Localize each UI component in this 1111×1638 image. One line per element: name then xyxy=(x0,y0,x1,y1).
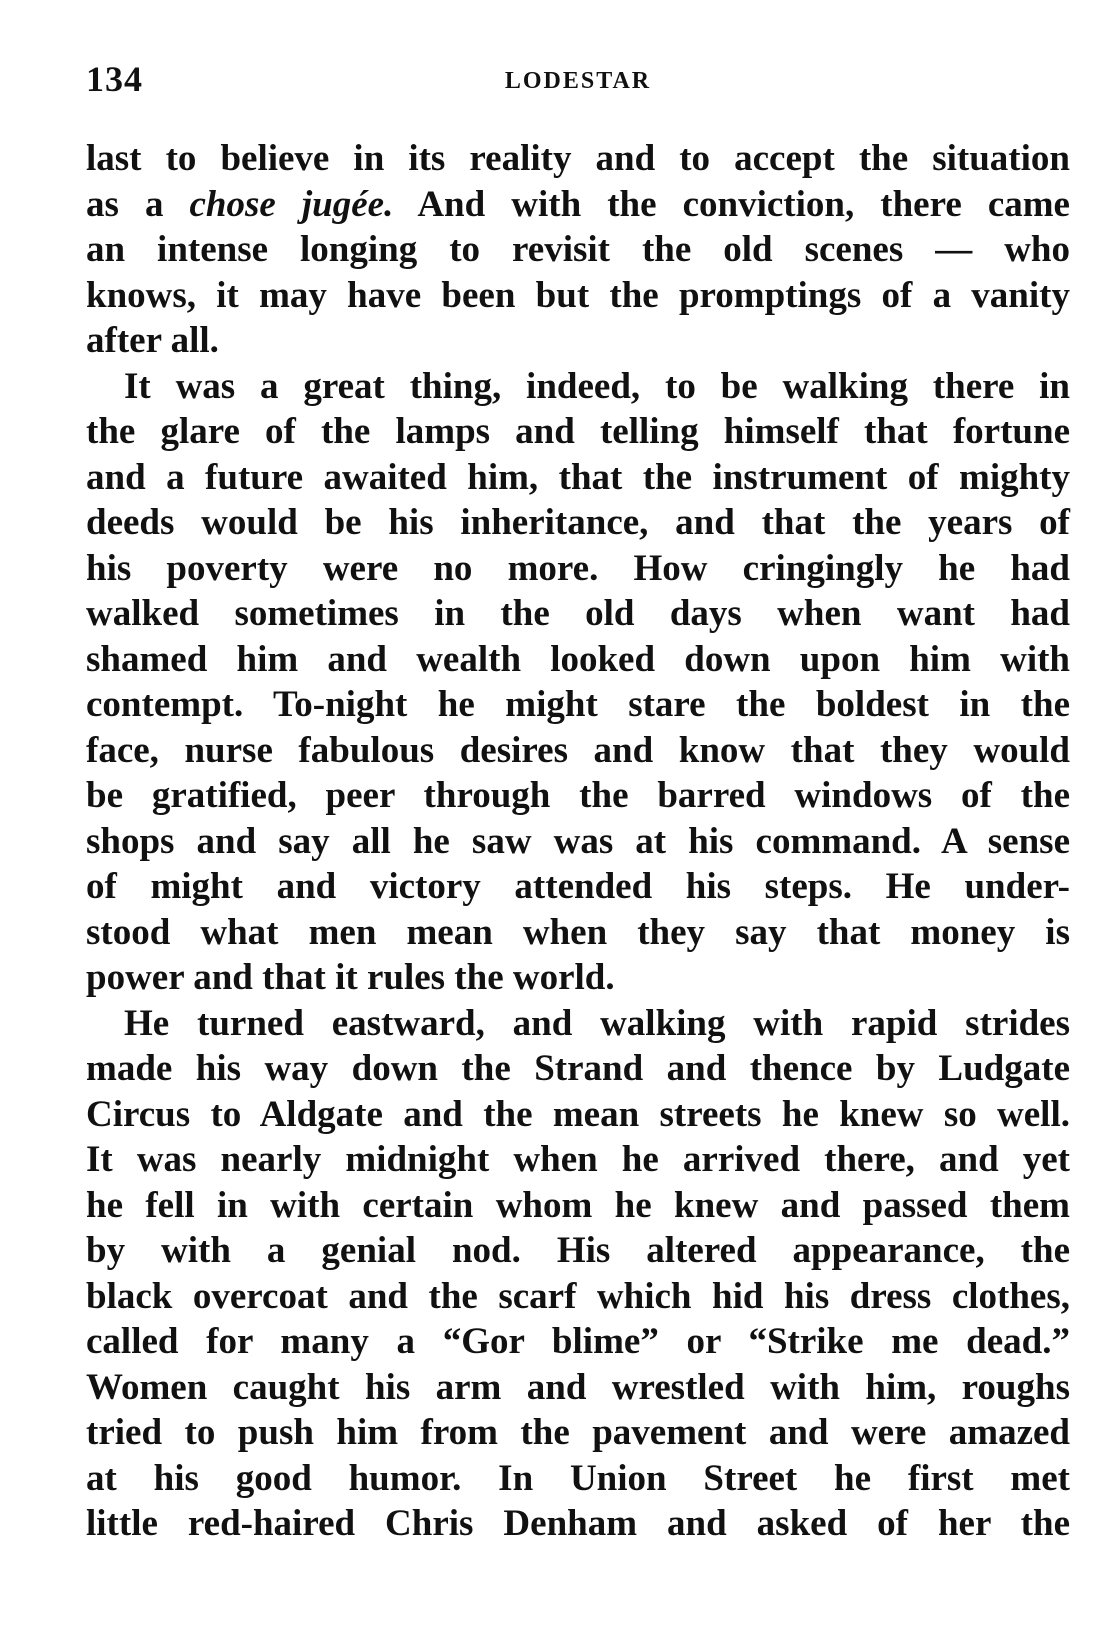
body-text xyxy=(86,136,1070,1547)
text-line: and a future awaited him, that the instrument of mighty xyxy=(86,456,1070,498)
text-span: as a xyxy=(86,183,190,225)
paragraph-2 xyxy=(86,364,1070,1001)
text-span: And with the conviction, there came xyxy=(393,183,1070,225)
text-line: after all. xyxy=(86,320,219,361)
paragraph-3 xyxy=(86,1001,1070,1547)
text-line: deeds would be his inheritance, and that the years of xyxy=(86,502,1070,543)
text-line: knows, it may have been but the promptings of a vanity xyxy=(86,274,1070,316)
text-line: at his good humor. In Union Street he first met xyxy=(86,1457,1070,1499)
text-line: face, nurse fabulous desires and know that they would xyxy=(86,729,1070,771)
text-line: contempt. To-night he might stare the boldest in the xyxy=(86,684,1070,725)
italic-phrase: chose jugée. xyxy=(189,183,394,225)
text-line: tried to push him from the pavement and were amazed xyxy=(86,1412,1070,1453)
text-line: he fell in with certain whom he knew and passed them xyxy=(86,1184,1070,1226)
text-line: his poverty were no more. How cringingly he had xyxy=(86,547,1070,589)
text-line xyxy=(86,182,1070,228)
text-line: It was a great thing, indeed, to be walking there in xyxy=(124,365,1070,407)
text-line: Women caught his arm and wrestled with him, roughs xyxy=(86,1366,1070,1408)
text-line: stood what men mean when they say that money is xyxy=(86,911,1070,953)
text-line: Circus to Aldgate and the mean streets he knew so well. xyxy=(86,1093,1070,1135)
book-page xyxy=(86,52,1070,1612)
text-line: called for many a “Gor blime” or “Strike me dead.” xyxy=(86,1321,1070,1362)
text-line: by with a genial nod. His altered appearance, the xyxy=(86,1230,1070,1271)
text-line: It was nearly midnight when he arrived there, and yet xyxy=(86,1139,1070,1180)
text-line: shops and say all he saw was at his command. A sense xyxy=(86,820,1070,862)
running-head xyxy=(86,52,1070,112)
text-line: made his way down the Strand and thence by Ludgate xyxy=(86,1048,1070,1089)
page-number: 134 xyxy=(86,59,143,99)
running-title: LODESTAR xyxy=(504,68,652,94)
paragraph-1 xyxy=(86,136,1070,364)
text-line: little red-haired Chris Denham and asked of her the xyxy=(86,1503,1070,1544)
text-line: last to believe in its reality and to accept the situation xyxy=(86,138,1070,179)
text-line: of might and victory attended his steps. He under- xyxy=(86,866,1070,907)
text-line: shamed him and wealth looked down upon him with xyxy=(86,638,1070,680)
text-line: power and that it rules the world. xyxy=(86,957,615,998)
text-line: be gratified, peer through the barred windows of the xyxy=(86,775,1070,816)
text-line: the glare of the lamps and telling himself that fortune xyxy=(86,411,1070,452)
text-line: walked sometimes in the old days when want had xyxy=(86,593,1070,634)
text-line: an intense longing to revisit the old scenes — who xyxy=(86,229,1070,270)
text-line: black overcoat and the scarf which hid his dress clothes, xyxy=(86,1275,1070,1317)
text-line: He turned eastward, and walking with rapid strides xyxy=(124,1002,1070,1044)
